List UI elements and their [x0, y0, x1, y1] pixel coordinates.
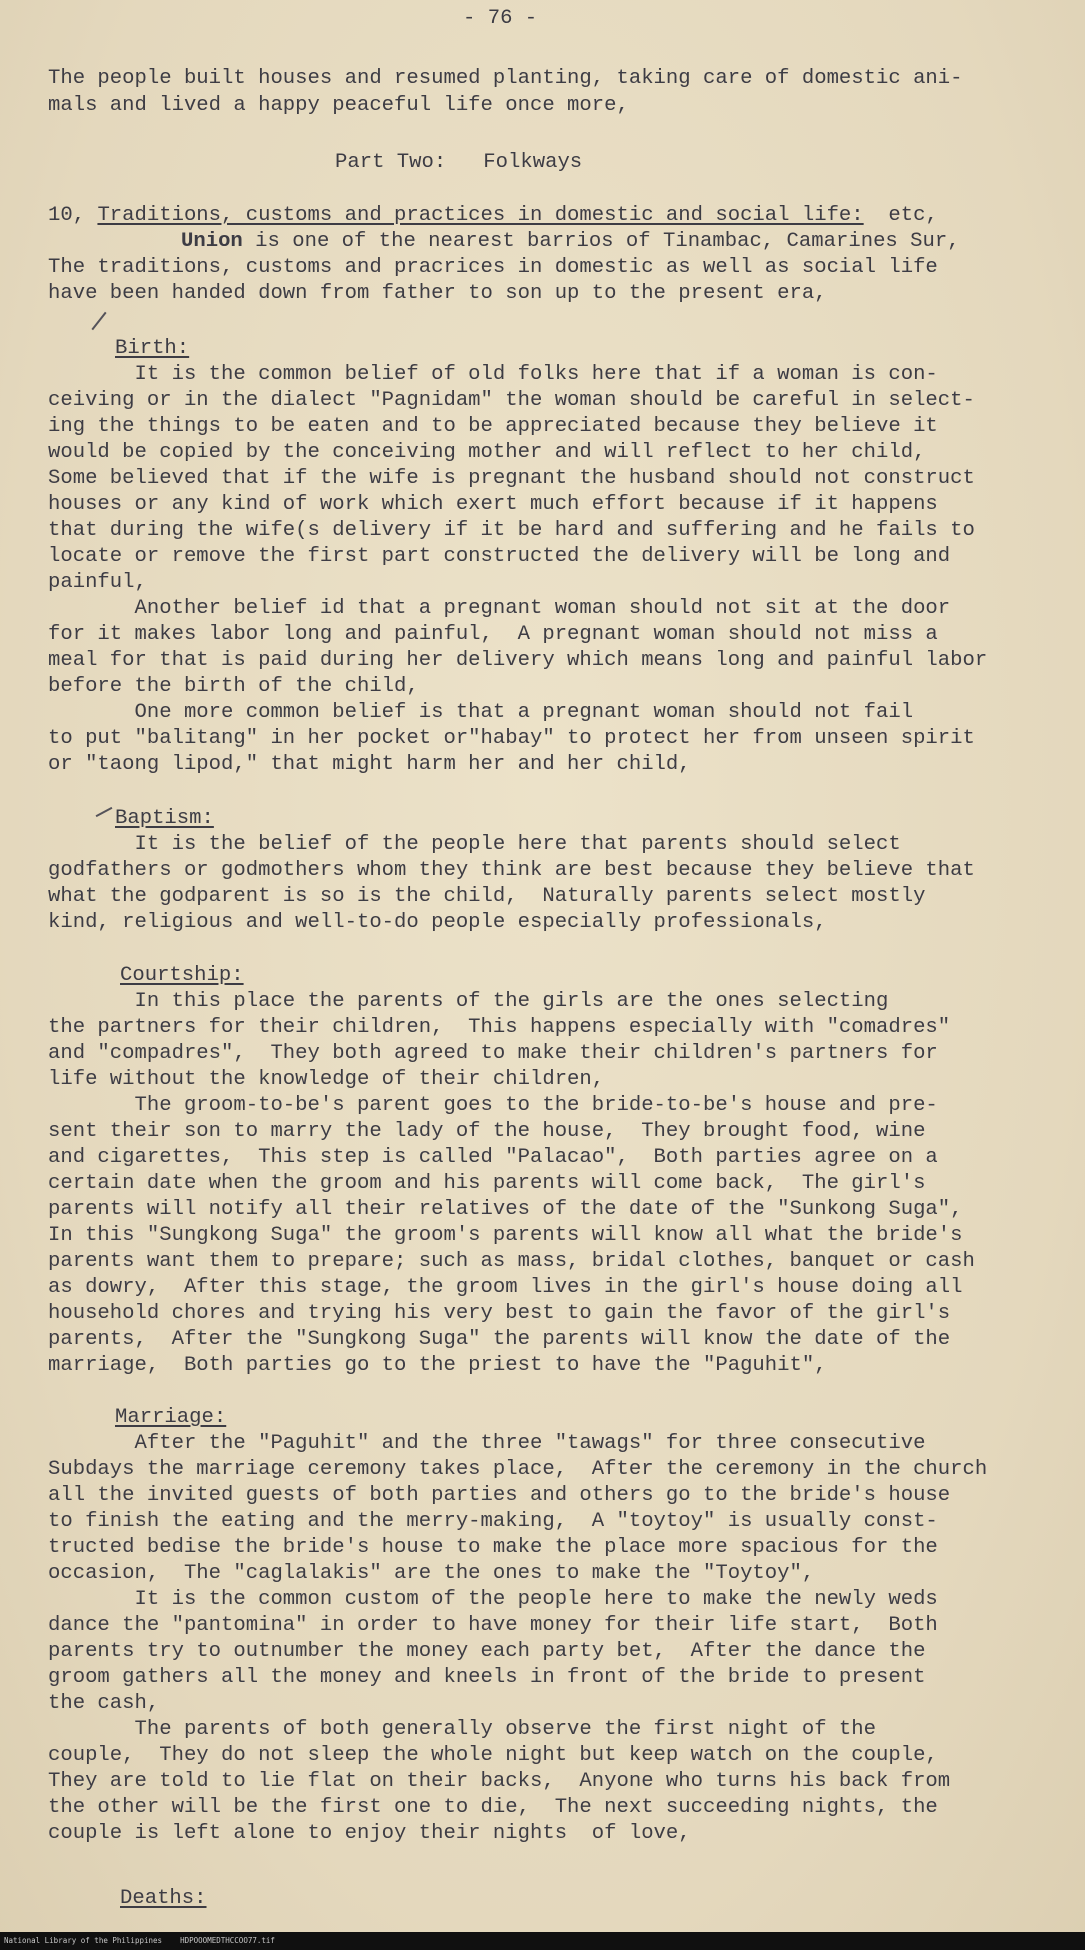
- baptism-line: what the godparent is so is the child, Naturally parents select mostly: [48, 885, 926, 908]
- union-body-line: The traditions, customs and pracrices in domestic as well as social life: [48, 256, 938, 279]
- marriage-line: groom gathers all the money and kneels in front of the bride to present: [48, 1666, 926, 1689]
- intro-line: mals and lived a happy peaceful life once more,: [48, 94, 629, 117]
- courtship-line: as dowry, After this stage, the groom lives in the girl's house doing all: [48, 1276, 963, 1299]
- courtship-line: household chores and trying his very best to gain the favor of the girl's: [48, 1302, 951, 1325]
- union-line: [181, 229, 960, 255]
- birth-line: It is the common belief of old folks here that if a woman is con-: [48, 363, 938, 386]
- birth-line: Some believed that if the wife is pregnant the husband should not construct: [48, 467, 975, 490]
- page-number: - 76 -: [463, 7, 538, 30]
- baptism-heading: Baptism:: [115, 807, 214, 830]
- birth-line: meal for that is paid during her delivery which means long and painful labor: [48, 649, 988, 672]
- marriage-line: parents try to outnumber the money each party bet, After the dance the: [48, 1640, 926, 1663]
- section-heading: [48, 203, 938, 229]
- birth-line: to put "balitang" in her pocket or"habay" to protect her from unseen spirit: [48, 727, 975, 750]
- baptism-line: godfathers or godmothers whom they think are best because they believe that: [48, 859, 975, 882]
- marriage-line: couple is left alone to enjoy their nights of love,: [48, 1822, 691, 1845]
- marriage-line: occasion, The "caglalakis" are the ones to make the "Toytoy",: [48, 1562, 815, 1585]
- birth-line: that during the wife(s delivery if it be hard and suffering and he fails to: [48, 519, 975, 542]
- marriage-line: couple, They do not sleep the whole night but keep watch on the couple,: [48, 1744, 938, 1767]
- birth-heading: Birth:: [115, 337, 190, 360]
- marriage-line: dance the "pantomina" in order to have money for their life start, Both: [48, 1614, 938, 1637]
- courtship-line: certain date when the groom and his parents will come back, The girl's: [48, 1172, 926, 1195]
- courtship-line: In this place the parents of the girls are the ones selecting: [48, 990, 889, 1013]
- marriage-heading: Marriage:: [115, 1406, 227, 1429]
- birth-line: for it makes labor long and painful, A pregnant woman should not miss a: [48, 623, 938, 646]
- section-tail: etc,: [888, 204, 938, 227]
- baptism-line: It is the belief of the people here that parents should select: [48, 833, 901, 856]
- courtship-line: The groom-to-be's parent goes to the bride-to-be's house and pre-: [48, 1094, 938, 1117]
- courtship-line: sent their son to marry the lady of the house, They brought food, wine: [48, 1120, 926, 1143]
- union-rest: is one of the nearest barrios of Tinambac, Camarines Sur,: [242, 230, 960, 253]
- scan-footer: National Library of the Philippines HDPOOOMEDTHCCOO77.tif: [0, 1932, 1085, 1950]
- intro-line: The people built houses and resumed planting, taking care of domestic ani-: [48, 67, 963, 90]
- pencil-check-mark: [91, 312, 106, 331]
- marriage-line: Subdays the marriage ceremony takes place, After the ceremony in the church: [48, 1458, 988, 1481]
- courtship-heading: Courtship:: [120, 964, 244, 987]
- marriage-line: the other will be the first one to die, The next succeeding nights, the: [48, 1796, 938, 1819]
- birth-line: would be copied by the conceiving mother and will reflect to her child,: [48, 441, 926, 464]
- pencil-check-mark: [96, 807, 113, 817]
- marriage-line: They are told to lie flat on their backs, Anyone who turns his back from: [48, 1770, 951, 1793]
- section-title: Traditions, customs and practices in domestic and social life:: [97, 204, 864, 227]
- birth-line: houses or any kind of work which exert much effort because if it happens: [48, 493, 938, 516]
- birth-line: or "taong lipod," that might harm her and her child,: [48, 753, 691, 776]
- union-word: Union: [181, 230, 243, 253]
- deaths-heading: Deaths:: [120, 1887, 207, 1910]
- part-title: Part Two: Folkways: [335, 151, 583, 174]
- birth-line: One more common belief is that a pregnant woman should not fail: [48, 701, 914, 724]
- courtship-line: marriage, Both parties go to the priest to have the "Paguhit",: [48, 1354, 827, 1377]
- union-body-line: have been handed down from father to son up to the present era,: [48, 282, 827, 305]
- courtship-line: parents want them to prepare; such as mass, bridal clothes, banquet or cash: [48, 1250, 975, 1273]
- section-number: 10,: [48, 204, 86, 227]
- birth-line: ing the things to be eaten and to be appreciated because they believe it: [48, 415, 938, 438]
- baptism-line: kind, religious and well-to-do people especially professionals,: [48, 911, 827, 934]
- marriage-line: It is the common custom of the people here to make the newly weds: [48, 1588, 938, 1611]
- birth-line: before the birth of the child,: [48, 675, 419, 698]
- courtship-line: and cigarettes, This step is called "Palacao", Both parties agree on a: [48, 1146, 938, 1169]
- marriage-line: the cash,: [48, 1692, 160, 1715]
- marriage-line: After the "Paguhit" and the three "tawags" for three consecutive: [48, 1432, 926, 1455]
- marriage-line: tructed bedise the bride's house to make the place more spacious for the: [48, 1536, 938, 1559]
- marriage-line: The parents of both generally observe the first night of the: [48, 1718, 877, 1741]
- courtship-line: In this "Sungkong Suga" the groom's parents will know all what the bride's: [48, 1224, 963, 1247]
- marriage-line: all the invited guests of both parties and others go to the bride's house: [48, 1484, 951, 1507]
- courtship-line: and "compadres", They both agreed to make their children's partners for: [48, 1042, 938, 1065]
- marriage-line: to finish the eating and the merry-making, A "toytoy" is usually const-: [48, 1510, 938, 1533]
- birth-line: locate or remove the first part constructed the delivery will be long and: [48, 545, 951, 568]
- birth-line: ceiving or in the dialect "Pagnidam" the woman should be careful in select-: [48, 389, 975, 412]
- birth-line: painful,: [48, 571, 147, 594]
- courtship-line: parents will notify all their relatives of the date of the "Sunkong Suga",: [48, 1198, 963, 1221]
- courtship-line: the partners for their children, This happens especially with "comadres": [48, 1016, 951, 1039]
- birth-line: Another belief id that a pregnant woman should not sit at the door: [48, 597, 951, 620]
- courtship-line: life without the knowledge of their children,: [48, 1068, 605, 1091]
- courtship-line: parents, After the "Sungkong Suga" the parents will know the date of the: [48, 1328, 951, 1351]
